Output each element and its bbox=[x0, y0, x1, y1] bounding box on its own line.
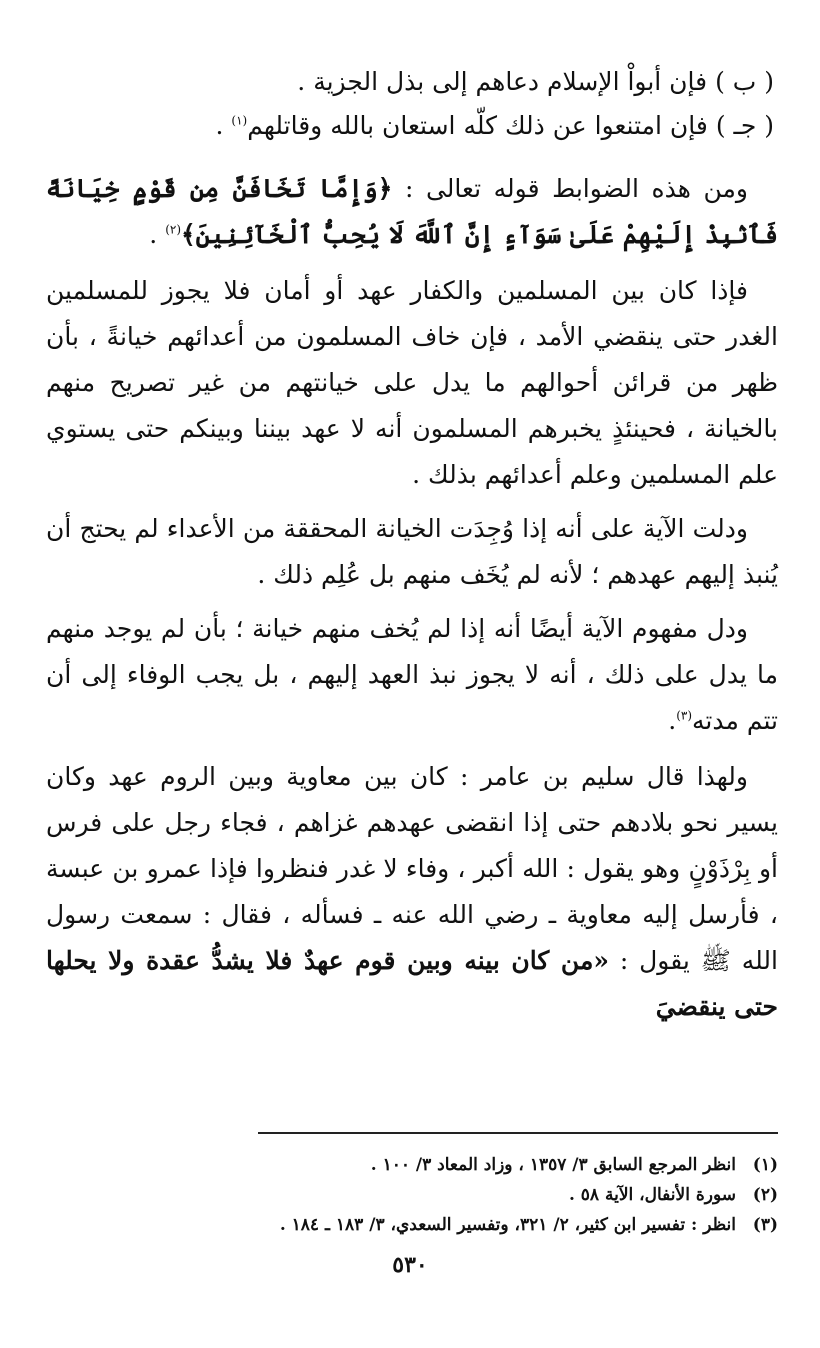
list-text: فإن أبواْ الإسلام دعاهم إلى بذل الجزية . bbox=[297, 67, 708, 96]
footnote-text: انظر : تفسير ابن كثير، ٢/ ٣٢١، وتفسير السعدي، ٣/ ١٨٣ ـ ١٨٤ . bbox=[279, 1215, 736, 1235]
footnote-divider bbox=[258, 1132, 778, 1134]
paragraph-text: ولهذا قال سليم بن عامر : كان بين معاوية وبين الروم عهد وكان يسير نحو بلادهم حتى إذا انقضى عهدهم غزاهم ، فجاء رجل على فرس أو بِرْذَوْنٍ وهو يقول : الله أكبر ، وفاء لا غدر فنظروا فإذا عمرو بن عبسة ، فأرسل إليه معاوية ـ رضي الله عنه ـ فسأله ، فقال : سمعت رسول الله ﷺ يقول : bbox=[46, 762, 778, 975]
paragraph-narration bbox=[46, 754, 778, 1030]
footnote-ref: (١) bbox=[231, 113, 248, 128]
footnote-text: انظر المرجع السابق ٣/ ١٣٥٧ ، وزاد المعاد ٣/ ١٠٠ . bbox=[370, 1155, 736, 1175]
page-number: ٥٣٠ bbox=[392, 1252, 428, 1278]
list-item-j bbox=[46, 104, 778, 148]
footnote-text: سورة الأنفال، الآية ٥٨ . bbox=[568, 1185, 736, 1205]
list-text: فإن امتنعوا عن ذلك كلّه استعان بالله وقاتلهم bbox=[247, 111, 708, 140]
verse-lead: ومن هذه الضوابط قوله تعالى : bbox=[392, 174, 748, 203]
paragraph-verse-indication: ودلت الآية على أنه إذا وُجِدَت الخيانة المحققة من الأعداء لم يحتج أن يُنبذ إليهم عهدهم ؛ لأنه لم يُخَف منهم بل عُلِم ذلك . bbox=[46, 514, 778, 589]
hadith-text: «من كان بينه وبين قوم عهدٌ فلا يشدُّ عقدة ولا يحلها حتى ينقضيَ bbox=[46, 946, 778, 1021]
footnote-number: (٢) bbox=[752, 1185, 778, 1205]
page-body bbox=[46, 60, 778, 1030]
quran-verse: ﴿وَإِمَّا تَخَافَنَّ مِن قَوْمٍ خِيَانَةً فَٱنۢبِذْ إِلَيْهِمْ عَلَىٰ سَوَآءٍ إِنَّ ٱللَّهَ لَا يُحِبُّ ٱلْخَآئِنِينَ﴾ bbox=[46, 174, 778, 249]
paragraph-verse bbox=[46, 166, 778, 258]
footnote-number: (١) bbox=[752, 1155, 778, 1175]
paragraph-text: ودل مفهوم الآية أيضًا أنه إذا لم يُخف منهم خيانة ؛ بأن لم يوجد منهم ما يدل على ذلك ، أنه لا يجوز نبذ العهد إليهم ، بل يجب الوفاء إلى أن تتم مدته bbox=[46, 614, 778, 735]
footnote-ref: (٢) bbox=[165, 222, 182, 237]
footnote-3 bbox=[210, 1210, 778, 1240]
list-marker: ( جـ ) bbox=[715, 111, 774, 140]
list-marker: ( ب ) bbox=[715, 67, 774, 96]
list-item-b bbox=[46, 60, 778, 104]
verse-end: . bbox=[149, 220, 158, 249]
paragraph-verse-implication bbox=[46, 606, 778, 744]
footnote-number: (٣) bbox=[752, 1215, 778, 1235]
footnote-2 bbox=[210, 1180, 778, 1210]
list-end: . bbox=[215, 111, 224, 140]
footnote-ref: (٣) bbox=[676, 708, 693, 723]
paragraph-end: . bbox=[668, 706, 677, 735]
paragraph-treaty: فإذا كان بين المسلمين والكفار عهد أو أمان فلا يجوز للمسلمين الغدر حتى ينقضي الأمد ، فإن خاف المسلمون من أعدائهم خيانةً ، بأن ظهر من قرائن أحوالهم ما يدل على خيانتهم من غير تصريح منهم بالخيانة ، فحينئذٍ يخبرهم المسلمون أنه لا عهد بيننا وبينكم حتى يستوي علم المسلمين وعلم أعدائهم بذلك . bbox=[46, 276, 778, 489]
footnote-1 bbox=[210, 1150, 778, 1180]
footnotes bbox=[210, 1150, 778, 1240]
